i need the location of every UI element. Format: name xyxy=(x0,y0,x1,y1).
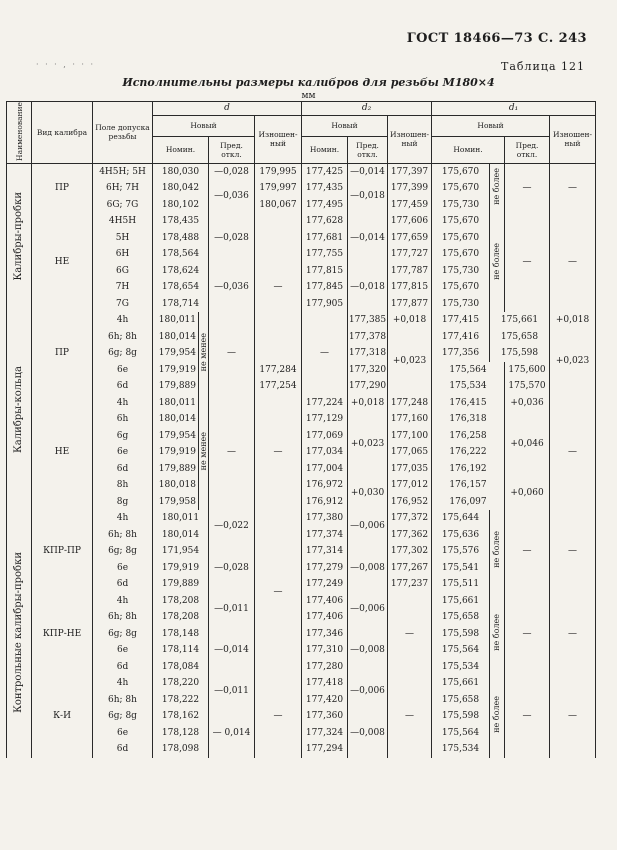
d-worn: — xyxy=(255,213,302,362)
col-header-d1-nomin: Номин. xyxy=(432,136,505,163)
d-deviation: —0,036 xyxy=(209,180,255,213)
col-header-vid: Вид калибра xyxy=(32,102,93,164)
d1-nominal: 175,730 xyxy=(432,262,490,279)
tolerance-field: 6h; 8h xyxy=(93,691,153,708)
d1-nominal: 176,318 xyxy=(432,411,505,428)
tolerance-field: 6e xyxy=(93,724,153,741)
d2-worn: 177,290 xyxy=(348,378,388,395)
tolerance-field: 6h; 8h xyxy=(93,328,153,345)
d1-worn: — xyxy=(550,675,596,758)
d-nominal: 180,011 xyxy=(153,312,199,329)
d-deviation: —0,014 xyxy=(209,625,255,675)
d2-nominal: 177,314 xyxy=(302,543,348,560)
table-number: Таблица 121 xyxy=(501,60,585,73)
tolerance-field: 4H5H xyxy=(93,213,153,230)
d2-nominal: 177,435 xyxy=(302,180,348,197)
d1-worn: — xyxy=(550,510,596,593)
d-nominal: 179,954 xyxy=(153,427,199,444)
tolerance-field: 6g; 8g xyxy=(93,345,153,362)
col-header-d2-pred: Пред. откл. xyxy=(348,136,388,163)
d-nominal: 179,954 xyxy=(153,345,199,362)
d2-deviation: —0,018 xyxy=(348,180,388,213)
page-specks: · · · ‚ · · · xyxy=(36,60,96,69)
table-body xyxy=(7,163,596,757)
d-nominal: 171,954 xyxy=(153,543,209,560)
tolerance-field: 6g xyxy=(93,427,153,444)
d1-nominal: 175,661 xyxy=(432,675,490,692)
table-row xyxy=(7,675,596,692)
tolerance-field: 6d xyxy=(93,378,153,395)
standard-header: ГОСТ 18466—73 С. 243 xyxy=(406,31,587,46)
d2-worn: 177,397 xyxy=(388,163,432,180)
d-nominal: 178,084 xyxy=(153,658,209,675)
table-title: Исполнительны размеры калибров для резьбы М180×4 xyxy=(122,76,495,89)
d2-deviation: +0,018 xyxy=(388,312,432,329)
d1-nominal: 175,636 xyxy=(432,526,490,543)
d2-deviation: +0,030 xyxy=(348,477,388,510)
d-nominal: 178,114 xyxy=(153,642,209,659)
d1-nominal: 175,670 xyxy=(432,163,490,180)
d-worn: — xyxy=(255,394,302,510)
group-label: Калибры-пробки xyxy=(7,163,32,312)
d2-deviation: +0,023 xyxy=(348,411,388,477)
d1-nominal: 175,670 xyxy=(432,246,490,263)
d-deviation: —0,011 xyxy=(209,592,255,625)
table-row xyxy=(7,477,596,494)
tolerance-field: 4h xyxy=(93,510,153,527)
d-nominal: 180,011 xyxy=(153,510,209,527)
d2-nominal: 176,912 xyxy=(302,493,348,510)
d-worn: 180,067 xyxy=(255,196,302,213)
tolerance-field: 6G; 7G xyxy=(93,196,153,213)
d2-worn: 177,606 xyxy=(388,213,432,230)
d1-nominal: 175,730 xyxy=(432,295,490,312)
tolerance-field: 6e xyxy=(93,559,153,576)
col-header-naim: Наименование xyxy=(7,102,32,164)
d2-worn: 177,787 xyxy=(388,262,432,279)
d2-deviation: —0,006 xyxy=(348,675,388,708)
d1-nominal: 176,097 xyxy=(432,493,505,510)
d1-worn: 175,570 xyxy=(505,378,550,395)
d2-deviation: —0,008 xyxy=(348,543,388,593)
d2-nominal: 177,406 xyxy=(302,609,348,626)
d1-deviation: — xyxy=(505,163,550,213)
d2-deviation: —0,008 xyxy=(348,708,388,758)
note-ne-menee: не менее xyxy=(199,312,209,395)
d2-nominal: 177,318 xyxy=(348,345,388,362)
d-nominal: 178,208 xyxy=(153,609,209,626)
d1-nominal: 175,658 xyxy=(432,609,490,626)
col-header-d2-novy: Новый xyxy=(302,116,388,137)
note-ne-bolee: не более xyxy=(490,510,505,593)
d1-nominal: 176,222 xyxy=(432,444,505,461)
d1-nominal: 175,564 xyxy=(432,724,490,741)
d2-worn: 177,302 xyxy=(388,543,432,560)
d2-deviation: —0,008 xyxy=(348,625,388,675)
d2-nominal: 177,815 xyxy=(302,262,348,279)
tolerance-field: 6d xyxy=(93,576,153,593)
d1-nominal: 175,661 xyxy=(490,312,550,329)
d-worn: — xyxy=(302,312,348,395)
d2-nominal: 177,385 xyxy=(348,312,388,329)
tolerance-field: 6d xyxy=(93,658,153,675)
d1-nominal: 175,564 xyxy=(432,361,505,378)
d2-nominal: 177,294 xyxy=(302,741,348,758)
d-nominal: 178,128 xyxy=(153,724,209,741)
d1-nominal: 175,670 xyxy=(432,213,490,230)
d-nominal: 179,889 xyxy=(153,576,209,593)
group-label: Калибры-кольца xyxy=(7,312,32,510)
d-nominal: 179,919 xyxy=(153,444,199,461)
d2-nominal: 177,360 xyxy=(302,708,348,725)
d1-nominal: 175,658 xyxy=(490,328,550,345)
d-nominal: 178,714 xyxy=(153,295,209,312)
d1-deviation: +0,036 xyxy=(505,394,550,411)
col-header-d-nomin: Номин. xyxy=(153,136,209,163)
d2-nominal: 177,254 xyxy=(255,378,302,395)
d2-nominal: 177,284 xyxy=(255,361,302,378)
d1-nominal: 176,415 xyxy=(432,394,505,411)
d-nominal: 178,148 xyxy=(153,625,209,642)
col-header-d-izn: Изношен- ный xyxy=(255,116,302,164)
table-row xyxy=(7,163,596,180)
d-nominal: 178,162 xyxy=(153,708,209,725)
d2-worn: 177,362 xyxy=(388,526,432,543)
d2-nominal: 177,681 xyxy=(302,229,348,246)
table-row xyxy=(7,592,596,609)
d2-nominal: 177,034 xyxy=(302,444,348,461)
d-deviation: —0,028 xyxy=(209,163,255,180)
d2-worn: 177,659 xyxy=(388,229,432,246)
d2-nominal: 177,129 xyxy=(302,411,348,428)
tolerance-field: 6h; 8h xyxy=(93,609,153,626)
d2-nominal: 177,406 xyxy=(302,592,348,609)
tolerance-field: 4H5H; 5H xyxy=(93,163,153,180)
d2-worn: 177,267 xyxy=(388,559,432,576)
tolerance-field: 6h; 8h xyxy=(93,526,153,543)
d2-nominal: 177,845 xyxy=(302,279,348,296)
d2-nominal: 177,249 xyxy=(302,576,348,593)
col-header-d2: d₂ xyxy=(302,102,432,116)
d-worn: — xyxy=(255,675,302,758)
d2-worn: 177,035 xyxy=(388,460,432,477)
tolerance-field: 6e xyxy=(93,642,153,659)
table-row xyxy=(7,378,596,395)
d-nominal: 180,014 xyxy=(153,328,199,345)
d2-worn: 177,459 xyxy=(388,196,432,213)
d1-nominal: 176,192 xyxy=(432,460,505,477)
col-header-d2-nomin: Номин. xyxy=(302,136,348,163)
d2-nominal: 177,755 xyxy=(302,246,348,263)
d-deviation: —0,028 xyxy=(209,543,255,593)
d-nominal: 178,488 xyxy=(153,229,209,246)
tolerance-field: 6d xyxy=(93,460,153,477)
d-deviation: —0,036 xyxy=(209,262,255,312)
d2-nominal: 177,374 xyxy=(302,526,348,543)
tolerance-field: 6e xyxy=(93,361,153,378)
d2-worn: 177,012 xyxy=(388,477,432,494)
d1-nominal: 175,511 xyxy=(432,576,490,593)
d2-worn: 177,877 xyxy=(388,295,432,312)
d-nominal: 178,564 xyxy=(153,246,209,263)
col-header-d-novy: Новый xyxy=(153,116,255,137)
d1-nominal: 175,598 xyxy=(432,708,490,725)
d-nominal: 180,014 xyxy=(153,411,199,428)
d2-nominal: 177,628 xyxy=(302,213,348,230)
tolerance-field: 4h xyxy=(93,312,153,329)
d-deviation: —0,022 xyxy=(209,510,255,543)
tolerance-field: 6d xyxy=(93,741,153,758)
d1-nominal: 176,157 xyxy=(432,477,505,494)
d-nominal: 178,220 xyxy=(153,675,209,692)
tolerance-field: 6g; 8g xyxy=(93,708,153,725)
d2-worn: 177,248 xyxy=(388,394,432,411)
d-nominal: 179,958 xyxy=(153,493,199,510)
d-nominal: 179,889 xyxy=(153,460,199,477)
col-header-d2-izn: Изношен- ный xyxy=(388,116,432,164)
d2-deviation: +0,023 xyxy=(388,328,432,394)
tolerance-field: 8g xyxy=(93,493,153,510)
tolerance-field: 6H xyxy=(93,246,153,263)
table-row xyxy=(7,361,596,378)
d2-deviation: —0,018 xyxy=(348,262,388,312)
d-nominal: 178,208 xyxy=(153,592,209,609)
d2-nominal: 177,425 xyxy=(302,163,348,180)
d-deviation: —0,011 xyxy=(209,675,255,708)
d-nominal: 178,624 xyxy=(153,262,209,279)
d2-nominal: 177,380 xyxy=(302,510,348,527)
gauge-kind: КПР-НЕ xyxy=(32,592,93,675)
d2-worn: 177,320 xyxy=(348,361,388,378)
d2-nominal: 177,280 xyxy=(302,658,348,675)
d-deviation: — xyxy=(209,394,255,510)
table-row xyxy=(7,394,596,411)
d2-deviation: —0,014 xyxy=(348,163,388,180)
tolerance-field: 4h xyxy=(93,675,153,692)
table-row xyxy=(7,213,596,230)
tolerance-field: 7H xyxy=(93,279,153,296)
d-deviation: — 0,014 xyxy=(209,708,255,758)
d-deviation: — xyxy=(209,312,255,395)
d2-nominal: 176,972 xyxy=(302,477,348,494)
d1-worn: 175,600 xyxy=(505,361,550,378)
d1-deviation: +0,060 xyxy=(505,477,550,510)
tolerance-field: 4h xyxy=(93,394,153,411)
d-nominal: 178,654 xyxy=(153,279,209,296)
d1-nominal: 175,661 xyxy=(432,592,490,609)
d2-worn: 177,415 xyxy=(432,312,490,329)
tolerance-field: 6h xyxy=(93,411,153,428)
group-label: Контрольные калибры-пробки xyxy=(7,510,32,758)
d-nominal: 179,889 xyxy=(153,378,199,395)
d2-worn: 176,952 xyxy=(388,493,432,510)
table-row xyxy=(7,411,596,428)
d2-worn: 177,727 xyxy=(388,246,432,263)
d1-nominal: 175,670 xyxy=(432,229,490,246)
d2-worn: 177,065 xyxy=(388,444,432,461)
tolerance-field: 6g; 8g xyxy=(93,625,153,642)
d-worn: 179,997 xyxy=(255,180,302,197)
table-row xyxy=(7,510,596,527)
gauge-kind: НЕ xyxy=(32,213,93,312)
d-nominal: 180,042 xyxy=(153,180,209,197)
d1-nominal: 175,534 xyxy=(432,741,490,758)
d2-worn: 177,815 xyxy=(388,279,432,296)
col-header-d1-izn: Изношен- ный xyxy=(550,116,596,164)
d-nominal: 179,919 xyxy=(153,361,199,378)
d2-deviation: +0,018 xyxy=(348,394,388,411)
d1-worn: — xyxy=(550,163,596,213)
d2-nominal: 177,378 xyxy=(348,328,388,345)
d2-worn: 177,100 xyxy=(388,427,432,444)
d1-deviation: +0,046 xyxy=(505,411,550,477)
d1-nominal: 175,670 xyxy=(432,180,490,197)
tolerance-field: 5H xyxy=(93,229,153,246)
d2-nominal: 177,310 xyxy=(302,642,348,659)
d2-deviation: —0,006 xyxy=(348,510,388,543)
d-nominal: 180,014 xyxy=(153,526,209,543)
d-nominal: 180,011 xyxy=(153,394,199,411)
col-header-d1: d₁ xyxy=(432,102,596,116)
d2-worn: 177,160 xyxy=(388,411,432,428)
gauge-kind: КПР-ПР xyxy=(32,510,93,593)
d-nominal: 180,102 xyxy=(153,196,209,213)
tolerance-field: 4h xyxy=(93,592,153,609)
d2-worn: 177,356 xyxy=(432,345,490,362)
d-nominal: 179,919 xyxy=(153,559,209,576)
d2-worn: — xyxy=(388,675,432,758)
d-nominal: 178,435 xyxy=(153,213,209,230)
tolerance-field: 6H; 7H xyxy=(93,180,153,197)
note-ne-bolee: не более xyxy=(490,592,505,675)
d-nominal: 178,098 xyxy=(153,741,209,758)
d1-deviation: +0,018 xyxy=(550,312,596,329)
d-nominal: 180,030 xyxy=(153,163,209,180)
d1-deviation: — xyxy=(505,510,550,593)
table-row xyxy=(7,312,596,329)
d2-nominal: 177,420 xyxy=(302,691,348,708)
gauge-kind: ПР xyxy=(32,163,93,213)
d2-worn: 177,237 xyxy=(388,576,432,593)
tolerance-field: 7G xyxy=(93,295,153,312)
d1-deviation: — xyxy=(505,675,550,758)
note-ne-bolee: не более xyxy=(490,675,505,758)
d2-worn: 177,372 xyxy=(388,510,432,527)
col-header-d: d xyxy=(153,102,302,116)
d-worn: 179,995 xyxy=(255,163,302,180)
d2-worn: 177,399 xyxy=(388,180,432,197)
d1-nominal: 176,258 xyxy=(432,427,505,444)
d2-nominal: 177,346 xyxy=(302,625,348,642)
d2-nominal: 177,069 xyxy=(302,427,348,444)
col-header-pole: Поле допуска резьбы xyxy=(93,102,153,164)
d2-nominal: 177,495 xyxy=(302,196,348,213)
d1-deviation: — xyxy=(505,592,550,675)
d1-deviation: +0,023 xyxy=(550,328,596,394)
d2-nominal: 177,224 xyxy=(302,394,348,411)
d2-worn: — xyxy=(388,592,432,675)
gauge-kind: К-И xyxy=(32,675,93,758)
d1-worn: — xyxy=(550,592,596,675)
gauge-kind: НЕ xyxy=(32,394,93,510)
d1-nominal: 175,644 xyxy=(432,510,490,527)
tolerance-field: 6G xyxy=(93,262,153,279)
note-ne-menee: не менее xyxy=(199,394,209,510)
d1-nominal: 175,658 xyxy=(432,691,490,708)
d2-deviation: —0,014 xyxy=(348,213,388,263)
d1-worn: — xyxy=(550,213,596,312)
gauge-kind: ПР xyxy=(32,312,93,395)
note-ne-bolee: не более xyxy=(490,213,505,312)
d-deviation: —0,028 xyxy=(209,213,255,263)
d2-nominal: 177,004 xyxy=(302,460,348,477)
d1-nominal: 175,598 xyxy=(432,625,490,642)
d2-nominal: 177,279 xyxy=(302,559,348,576)
tolerance-field: 6g; 8g xyxy=(93,543,153,560)
d-nominal: 180,018 xyxy=(153,477,199,494)
d1-nominal: 175,598 xyxy=(490,345,550,362)
d2-nominal: 177,418 xyxy=(302,675,348,692)
tolerance-field: 6e xyxy=(93,444,153,461)
tolerance-field: 8h xyxy=(93,477,153,494)
d-nominal: 178,222 xyxy=(153,691,209,708)
d2-nominal: 177,324 xyxy=(302,724,348,741)
d1-deviation: — xyxy=(505,213,550,312)
units-label: мм xyxy=(301,91,316,101)
gauge-dimensions-table xyxy=(6,101,596,758)
col-header-d1-novy: Новый xyxy=(432,116,550,137)
d2-nominal: 177,905 xyxy=(302,295,348,312)
d1-nominal: 175,564 xyxy=(432,642,490,659)
d1-nominal: 175,534 xyxy=(432,378,505,395)
d1-worn: — xyxy=(550,394,596,510)
d1-nominal: 175,534 xyxy=(432,658,490,675)
d1-nominal: 175,670 xyxy=(432,279,490,296)
d2-worn: 177,416 xyxy=(432,328,490,345)
note-ne-bolee: не более xyxy=(490,163,505,213)
d2-deviation: —0,006 xyxy=(348,592,388,625)
col-header-d1-pred: Пред. откл. xyxy=(505,136,550,163)
d-worn: — xyxy=(255,510,302,675)
d1-nominal: 175,541 xyxy=(432,559,490,576)
d1-nominal: 175,576 xyxy=(432,543,490,560)
d1-nominal: 175,730 xyxy=(432,196,490,213)
col-header-d-pred: Пред. откл. xyxy=(209,136,255,163)
